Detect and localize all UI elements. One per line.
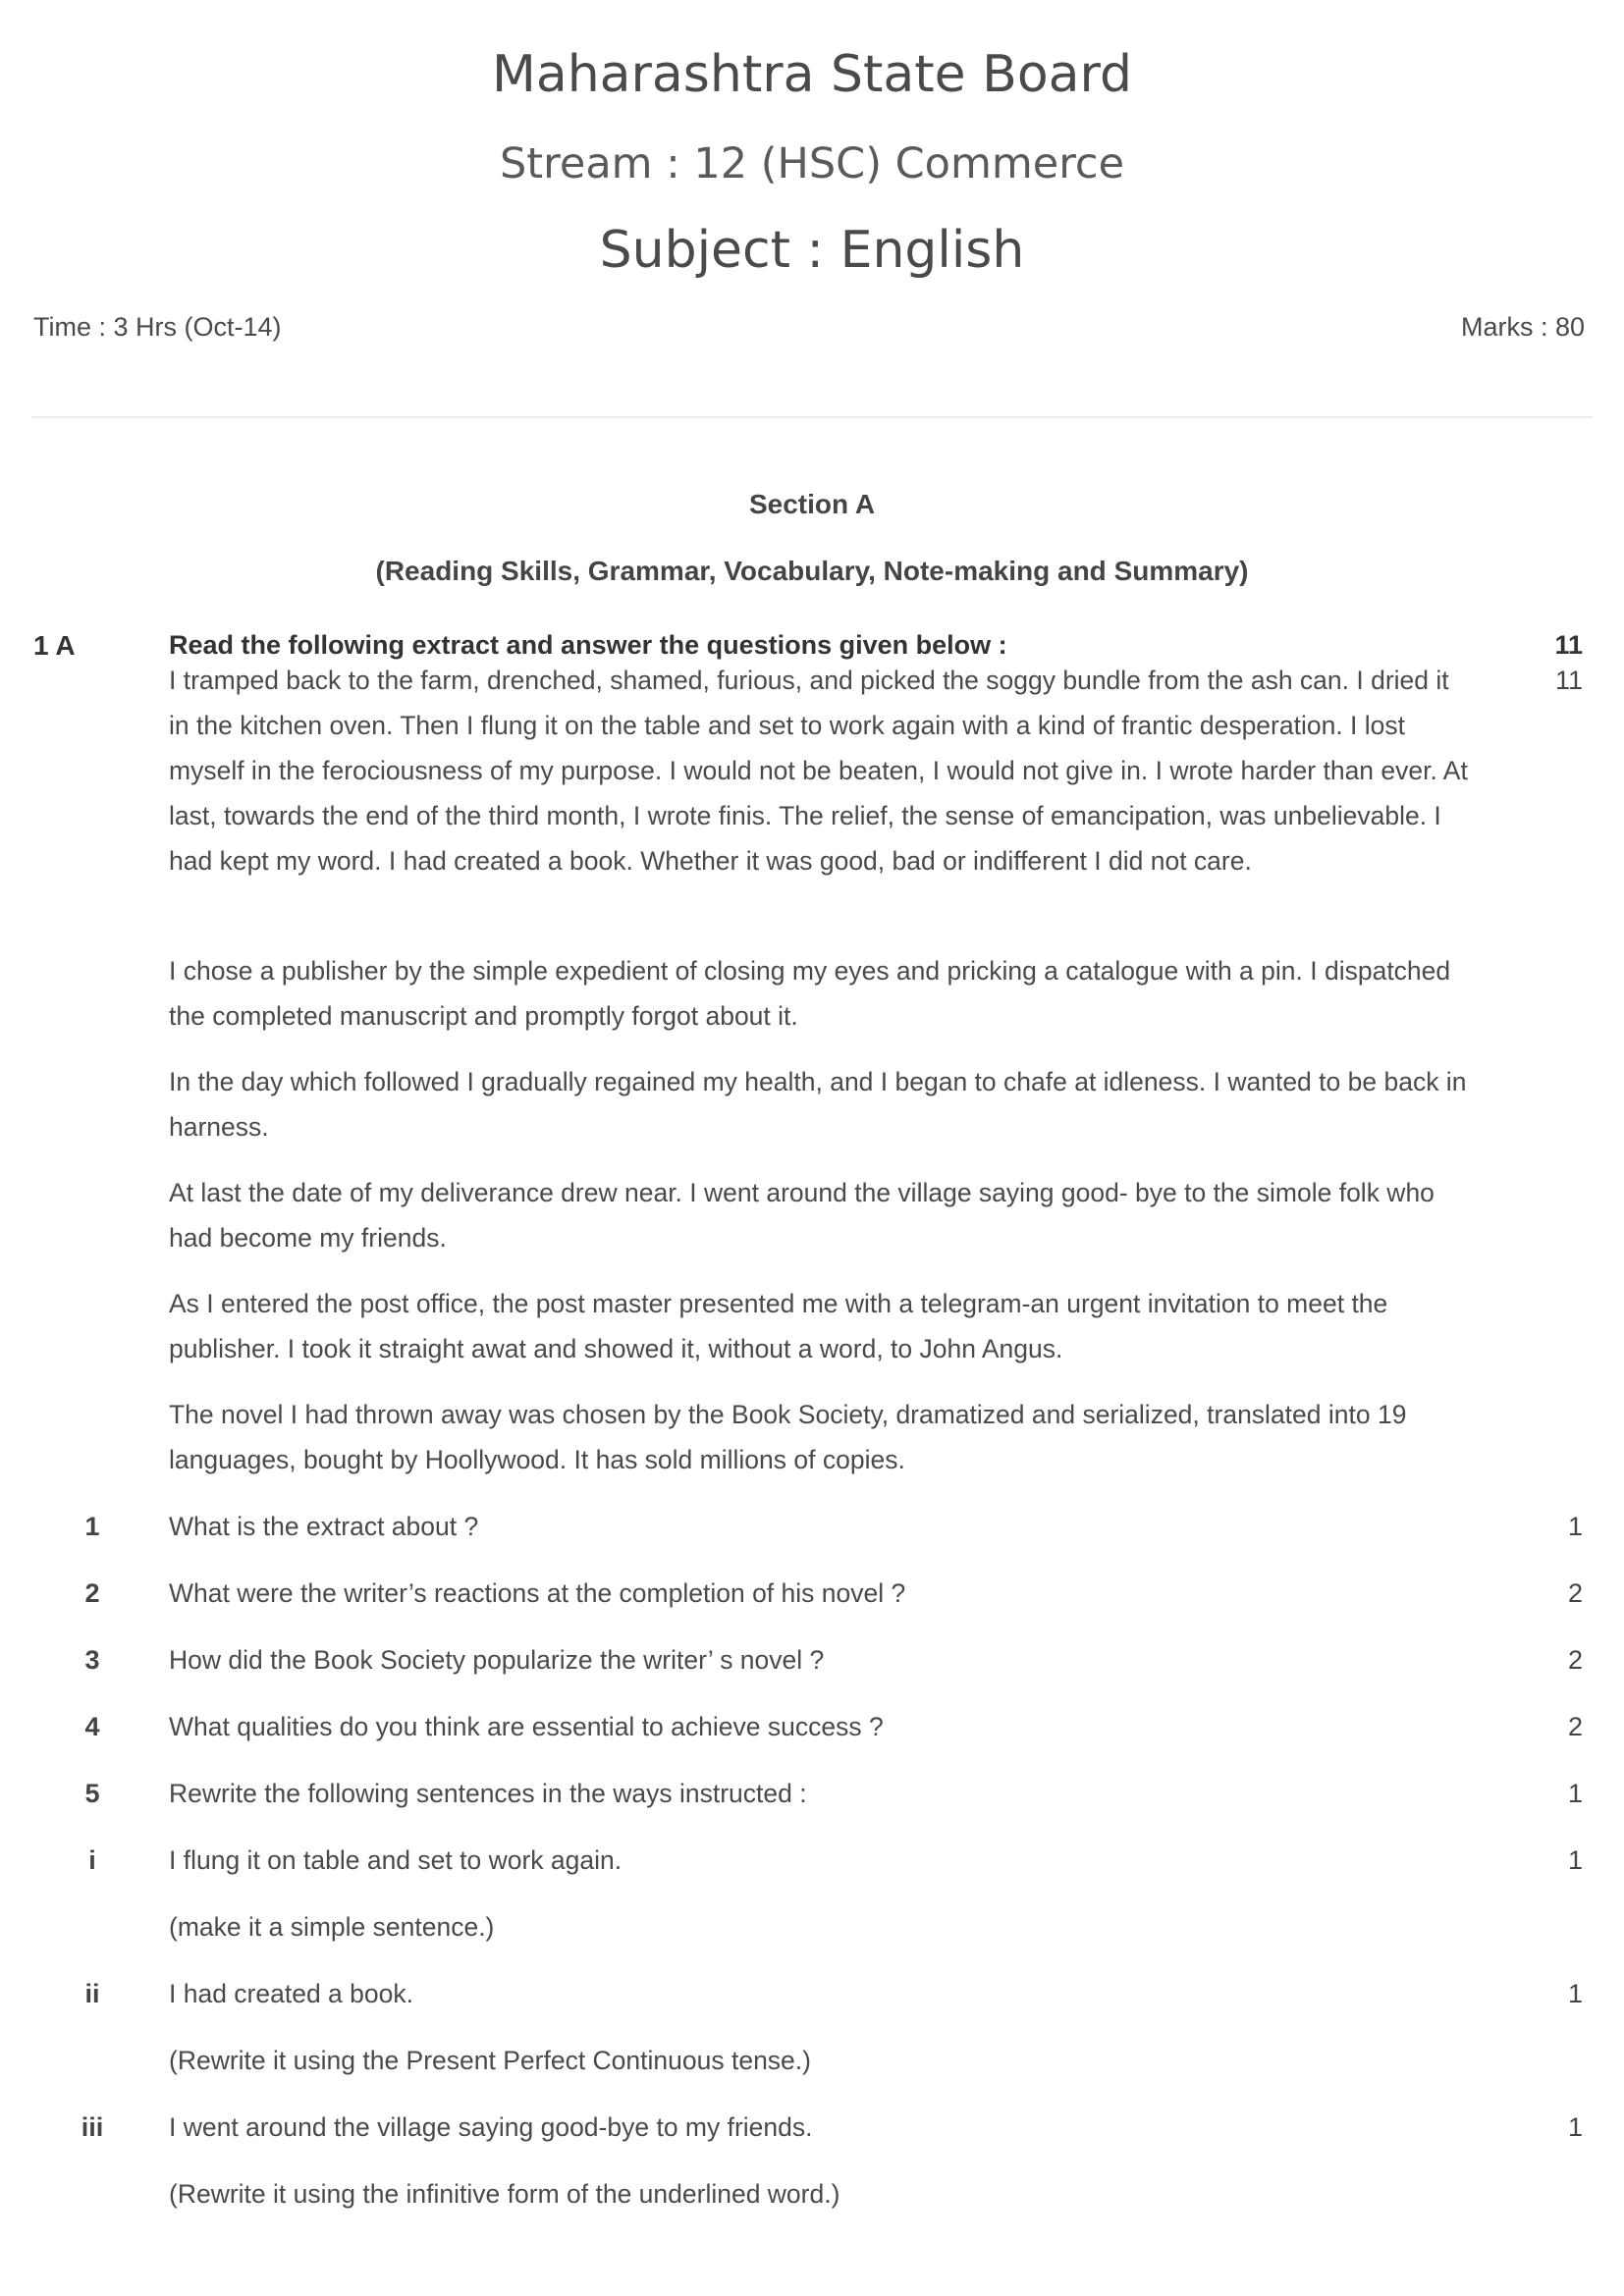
subquestion-i-number: i xyxy=(88,1845,96,1875)
section-title: Section A xyxy=(748,489,876,519)
subquestion-iii-text: I went around the village saying good-bye to my friends. xyxy=(169,2112,813,2142)
subquestion-iii-number: iii xyxy=(81,2112,104,2142)
subquestion-i-text: I flung it on table and set to work again. xyxy=(169,1845,623,1875)
exam-marks: Marks : 80 xyxy=(1460,312,1585,342)
passage-paragraph-1: I tramped back to the farm, drenched, shamed, furious, and picked the soggy bundle from the ash can. I dried it in the kitchen oven. Then I flung it on the table and set to work again with a kind of frantic desperation. I lost myself in the ferociousness of my purpose. I would not be beaten, I would not give in. I wrote harder than ever. At last, towards the end of the third month, I wrote finis. The relief, the sense of emancipation, was unbelievable. I had kept my word. I had created a book. Whether it was good, bad or indifferent I did not care. xyxy=(169,666,1468,876)
subquestion-i-marks: 1 xyxy=(1567,1845,1583,1875)
subquestion-iii-instruction: (Rewrite it using the infinitive form of the underlined word.) xyxy=(169,2179,840,2209)
question-1-number: 1 xyxy=(84,1512,100,1541)
question-4-text: What qualities do you think are essential to achieve success ? xyxy=(169,1712,884,1741)
passage-paragraph-5: As I entered the post office, the post master presented me with a telegram-an urgent invitation to meet the publisher. I took it straight awat and showed it, without a word, to John Angus. xyxy=(169,1289,1388,1363)
passage-paragraph-4: At last the date of my deliverance drew near. I went around the village saying good- bye to the simole folk who had become my friends. xyxy=(169,1178,1435,1253)
subquestion-iii-marks: 1 xyxy=(1567,2112,1583,2142)
board-title: Maharashtra State Board xyxy=(491,45,1132,104)
passage-paragraph-3: In the day which followed I gradually regained my health, and I began to chafe at idleness. I wanted to be back in harness. xyxy=(169,1067,1467,1142)
passage-paragraph-6: The novel I had thrown away was chosen by the Book Society, dramatized and serialized, translated into 19 languages, bought by Hoollywood. It has sold millions of copies. xyxy=(169,1400,1407,1474)
passage-marks: 11 xyxy=(1554,666,1583,695)
question-2-marks: 2 xyxy=(1567,1578,1583,1608)
question-5-marks: 1 xyxy=(1567,1779,1583,1808)
subject-title: Subject : English xyxy=(599,221,1025,280)
question-3-marks: 2 xyxy=(1567,1645,1583,1675)
question-4-marks: 2 xyxy=(1567,1712,1583,1741)
subquestion-i-instruction: (make it a simple sentence.) xyxy=(169,1912,495,1942)
passage-paragraph-2: I chose a publisher by the simple expedient of closing my eyes and pricking a catalogue with a pin. I dispatched the completed manuscript and promptly forgot about it. xyxy=(169,956,1451,1031)
question-2-text: What were the writer’s reactions at the completion of his novel ? xyxy=(169,1578,906,1608)
question-3-number: 3 xyxy=(84,1645,100,1675)
subquestion-ii-text: I had created a book. xyxy=(169,1979,413,2008)
question-5-number: 5 xyxy=(84,1779,100,1808)
subquestion-ii-instruction: (Rewrite it using the Present Perfect Continuous tense.) xyxy=(169,2046,811,2075)
header-divider xyxy=(31,416,1593,418)
stream-title: Stream : 12 (HSC) Commerce xyxy=(499,139,1125,188)
question-instruction: Read the following extract and answer the questions given below : xyxy=(169,630,1007,660)
question-2-number: 2 xyxy=(84,1578,100,1608)
section-subtitle: (Reading Skills, Grammar, Vocabulary, Note-making and Summary) xyxy=(375,556,1249,586)
question-1-marks: 1 xyxy=(1567,1512,1583,1541)
subquestion-ii-number: ii xyxy=(84,1979,100,2008)
question-3-text: How did the Book Society popularize the writer’ s novel ? xyxy=(169,1645,825,1675)
question-number: 1 A xyxy=(33,630,76,661)
subquestion-ii-marks: 1 xyxy=(1567,1979,1583,2008)
question-5-text: Rewrite the following sentences in the ways instructed : xyxy=(169,1779,807,1808)
question-1-text: What is the extract about ? xyxy=(169,1512,479,1541)
question-4-number: 4 xyxy=(84,1712,100,1741)
exam-time: Time : 3 Hrs (Oct-14) xyxy=(33,312,282,342)
question-marks: 11 xyxy=(1554,630,1583,660)
